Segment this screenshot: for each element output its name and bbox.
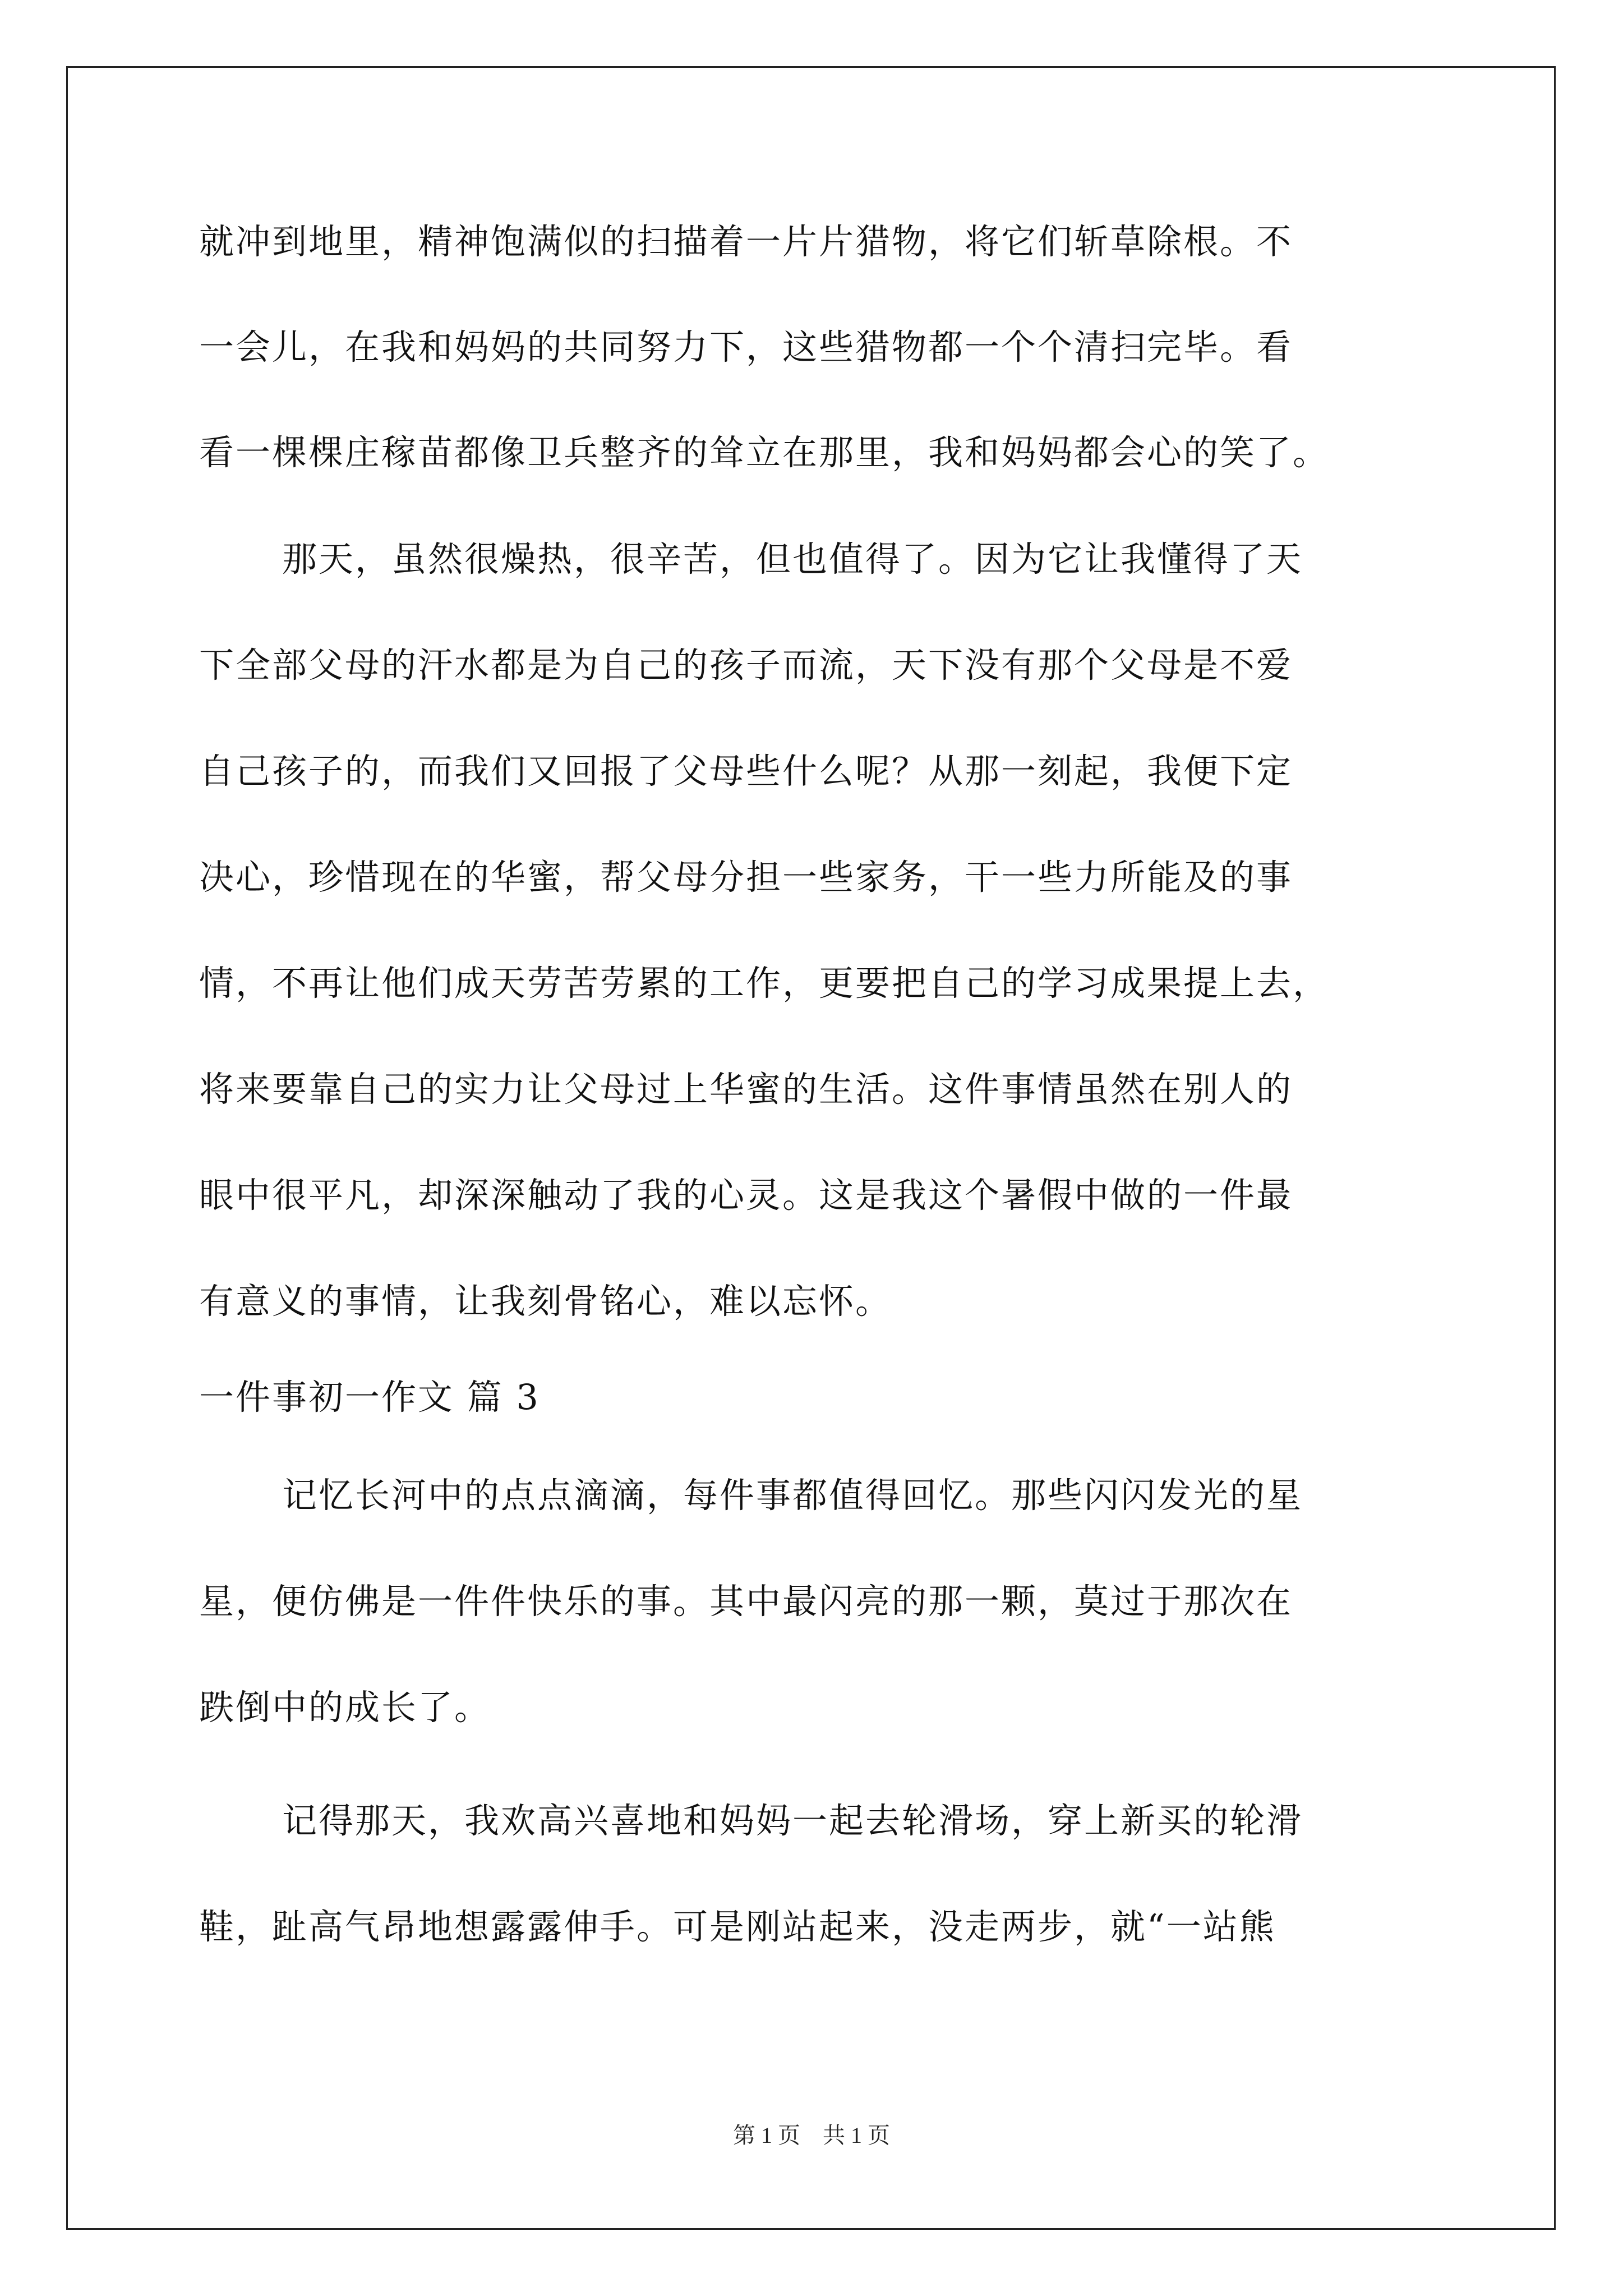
paragraph-line: 星，便仿佛是一件件快乐的事。其中最闪亮的那一颗，莫过于那次在 bbox=[199, 1581, 1293, 1622]
paragraph-line: 决心，珍惜现在的华蜜，帮父母分担一些家务，干一些力所能及的事 bbox=[199, 857, 1293, 898]
paragraph-line: 情，不再让他们成天劳苦劳累的工作，更要把自己的学习成果提上去， bbox=[199, 963, 1330, 1004]
paragraph-line: 下全部父母的汗水都是为自己的孩子而流，天下没有那个父母是不爱 bbox=[199, 645, 1293, 685]
page-border bbox=[66, 66, 1556, 2230]
paragraph-line: 记忆长河中的点点滴滴，每件事都值得回忆。那些闪闪发光的星 bbox=[282, 1475, 1303, 1516]
paragraph-line: 一会儿，在我和妈妈的共同努力下，这些猎物都一个个清扫完毕。看 bbox=[199, 326, 1293, 367]
paragraph-line: 就冲到地里，精神饱满似的扫描着一片片猎物，将它们斩草除根。不 bbox=[199, 221, 1293, 262]
paragraph-line: 将来要靠自己的实力让父母过上华蜜的生活。这件事情虽然在别人的 bbox=[199, 1069, 1293, 1110]
paragraph-line: 鞋，趾高气昂地想露露伸手。可是刚站起来，没走两步，就“一站熊 bbox=[199, 1906, 1276, 1947]
paragraph-line: 自己孩子的，而我们又回报了父母些什么呢？从那一刻起，我便下定 bbox=[199, 751, 1293, 792]
paragraph-line: 记得那天，我欢高兴喜地和妈妈一起去轮滑场，穿上新买的轮滑 bbox=[282, 1800, 1303, 1841]
section-heading: 一件事初一作文 篇 3 bbox=[199, 1377, 540, 1418]
paragraph-line: 有意义的事情，让我刻骨铭心，难以忘怀。 bbox=[199, 1281, 892, 1322]
paragraph-line: 跌倒中的成长了。 bbox=[199, 1687, 491, 1728]
paragraph-line: 那天，虽然很燥热，很辛苦，但也值得了。因为它让我懂得了天 bbox=[282, 539, 1303, 579]
paragraph-line: 眼中很平凡，却深深触动了我的心灵。这是我这个暑假中做的一件最 bbox=[199, 1175, 1293, 1216]
paragraph-line: 看一棵棵庄稼苗都像卫兵整齐的耸立在那里，我和妈妈都会心的笑了。 bbox=[199, 432, 1330, 473]
page-number-footer: 第 1 页 共 1 页 bbox=[733, 2123, 890, 2148]
